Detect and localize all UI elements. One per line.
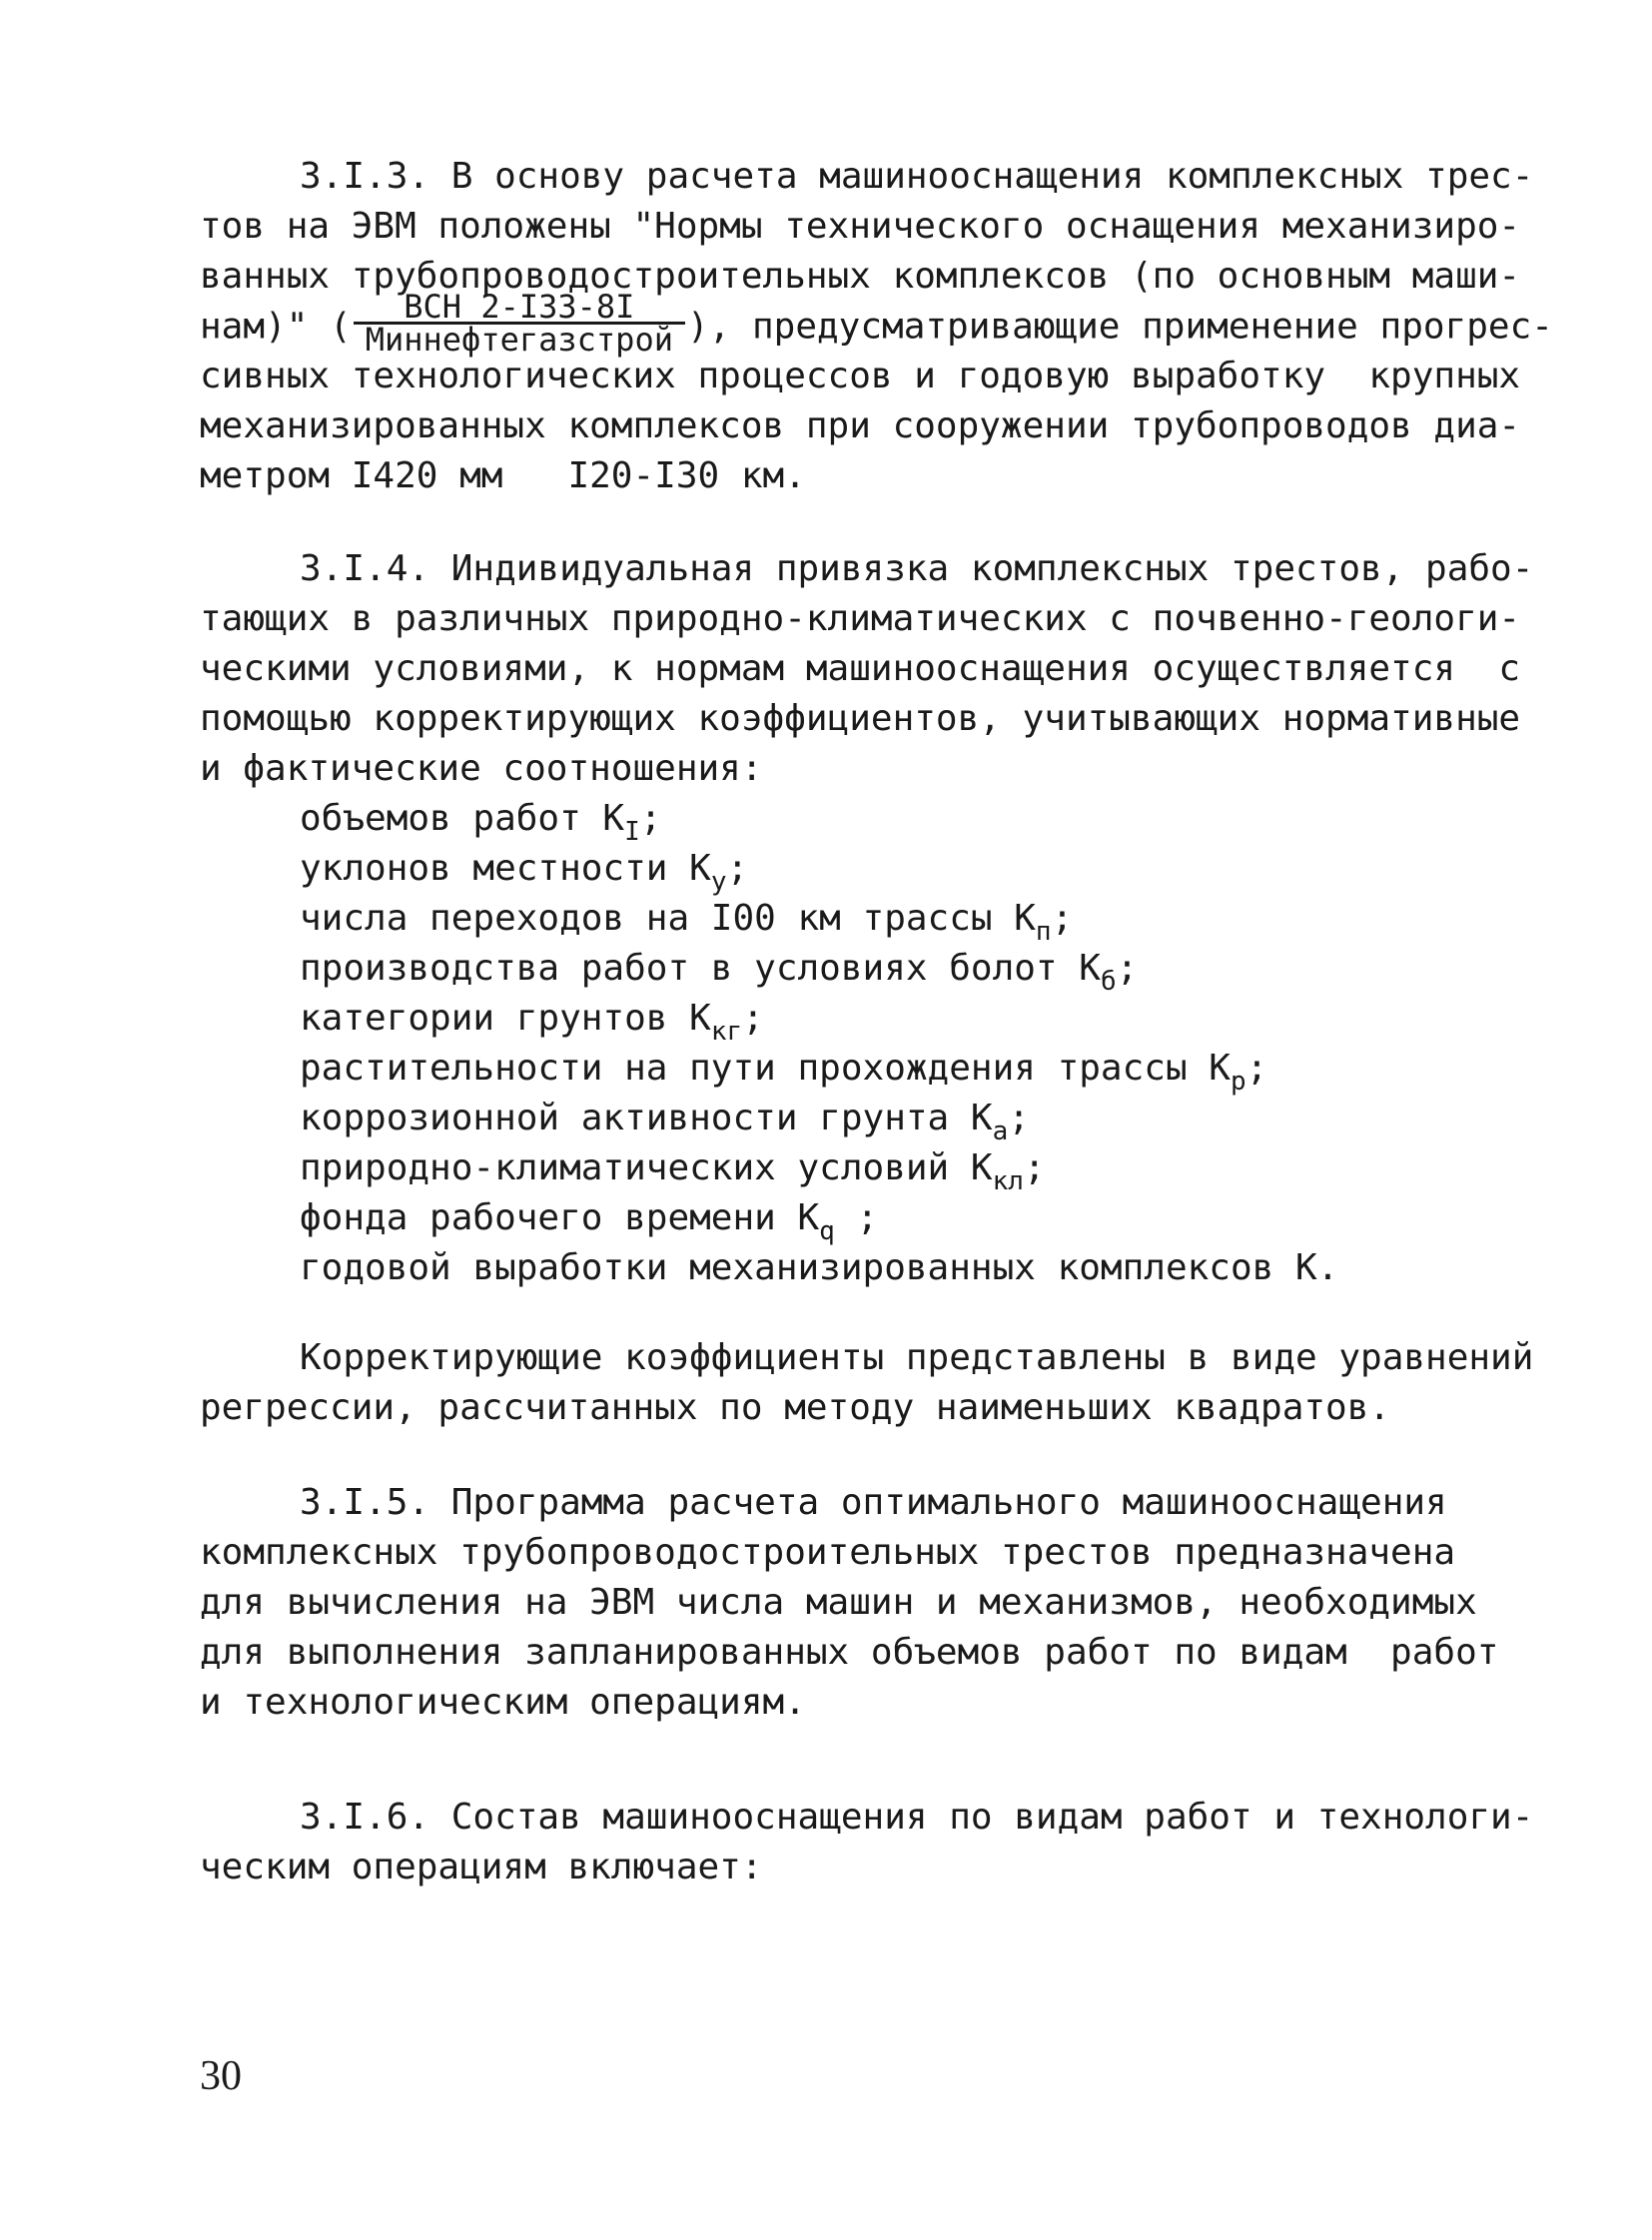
- text-line: регрессии, рассчитанных по методу наименьших квадратов.: [200, 1387, 1391, 1428]
- list-item: [300, 844, 1448, 897]
- text-line: и технологическим операциям.: [200, 1682, 806, 1723]
- list-item-end: ;: [1116, 948, 1139, 989]
- list-item: [300, 1143, 1448, 1196]
- text-line: тов на ЭВМ положены "Нормы технического оснащения механизиро-: [200, 206, 1521, 247]
- list-item: [300, 994, 1448, 1047]
- text-line: ванных трубопроводостроительных комплексов (по основным маши-: [200, 256, 1521, 297]
- list-item: [300, 1044, 1448, 1097]
- subscript: п: [1035, 917, 1052, 947]
- fraction-numerator: ВСН 2-I33-8I: [354, 292, 685, 325]
- text-line: для вычисления на ЭВМ числа машин и механизмов, необходимых: [200, 1582, 1477, 1623]
- list-item-end: ;: [1051, 898, 1074, 939]
- list-item-end: ;: [1008, 1098, 1030, 1138]
- list-item-text: производства работ в условиях болот К: [300, 948, 1101, 989]
- subscript: q: [819, 1216, 835, 1246]
- list-item-text: коррозионной активности грунта К: [300, 1098, 993, 1138]
- subscript: р: [1230, 1067, 1246, 1097]
- list-item-text: категории грунтов К: [300, 998, 711, 1039]
- list-item: [300, 944, 1448, 997]
- fraction-denominator: Миннефтегазстрой: [365, 321, 673, 359]
- text-line: 3.I.3. В основу расчета машинооснащения комплексных трес-: [300, 156, 1534, 197]
- text-line: комплексных трубопроводостроительных трестов предназначена: [200, 1532, 1456, 1573]
- text-line: 3.I.5. Программа расчета оптимального машинооснащения: [300, 1482, 1447, 1523]
- list-item-end: ;: [1023, 1147, 1046, 1188]
- subscript: кг: [710, 1017, 743, 1047]
- subscript: кл: [992, 1166, 1024, 1196]
- text-line: 3.I.4. Индивидуальная привязка комплексных трестов, рабо-: [300, 548, 1534, 589]
- paragraph-3-1-6: [200, 1793, 1534, 1892]
- list-item-end: ;: [639, 798, 662, 839]
- text-line: помощью корректирующих коэффициентов, учитывающих нормативные: [200, 698, 1521, 739]
- list-item-text: растительности на пути прохождения трассы К: [300, 1048, 1231, 1089]
- list-item: [300, 1193, 1448, 1246]
- text-fragment: ), предусматривающие применение прогрес-: [686, 306, 1553, 348]
- list-item-end: ;: [742, 998, 764, 1039]
- list-item-end: ;: [834, 1197, 879, 1238]
- norm-reference-fraction: [354, 288, 685, 359]
- list-item-text: уклонов местности К: [300, 848, 711, 889]
- paragraph-regression: [200, 1333, 1534, 1433]
- subscript: I: [624, 817, 640, 847]
- page-number: 30: [200, 2053, 242, 2099]
- text-line: метром I420 мм I20-I30 км.: [200, 455, 806, 496]
- subscript: у: [710, 867, 727, 897]
- text-line: Корректирующие коэффициенты представлены в виде уравнений: [300, 1337, 1534, 1378]
- subscript: б: [1100, 967, 1117, 997]
- text-fragment: нам)" (: [200, 306, 352, 348]
- subscript: а: [992, 1117, 1009, 1146]
- list-item-text: объемов работ К: [300, 798, 625, 839]
- text-line-with-fraction: [200, 288, 1553, 359]
- list-item-text: природно-климатических условий К: [300, 1147, 993, 1188]
- coefficient-list: [300, 794, 1448, 1293]
- text-line: 3.I.6. Состав машинооснащения по видам работ и технологи-: [300, 1797, 1534, 1838]
- list-item: [300, 894, 1448, 947]
- list-item-text: числа переходов на I00 км трассы К: [300, 898, 1036, 939]
- list-item-end: ;: [726, 848, 749, 889]
- text-line: ческими условиями, к нормам машинооснащения осуществляется с: [200, 648, 1521, 689]
- paragraph-3-1-5: [200, 1478, 1499, 1728]
- text-line: тающих в различных природно-климатических с почвенно-геологи-: [200, 598, 1521, 639]
- text-line: для выполнения запланированных объемов работ по видам работ: [200, 1632, 1499, 1673]
- list-item: [300, 1094, 1448, 1146]
- list-item-end: ;: [1245, 1048, 1268, 1089]
- text-line: сивных технологических процессов и годовую выработку крупных: [200, 356, 1521, 396]
- text-line: и фактические соотношения:: [200, 748, 763, 789]
- list-item: [300, 794, 1448, 847]
- list-item-text: фонда рабочего времени К: [300, 1197, 820, 1238]
- list-item: [300, 1243, 1448, 1293]
- list-item-text: годовой выработки механизированных комплексов К.: [300, 1247, 1339, 1288]
- paragraph-3-1-4: [200, 544, 1534, 794]
- text-line: механизированных комплексов при сооружении трубопроводов диа-: [200, 405, 1521, 446]
- text-line: ческим операциям включает:: [200, 1847, 763, 1887]
- paragraph-3-1-3: [200, 152, 1553, 501]
